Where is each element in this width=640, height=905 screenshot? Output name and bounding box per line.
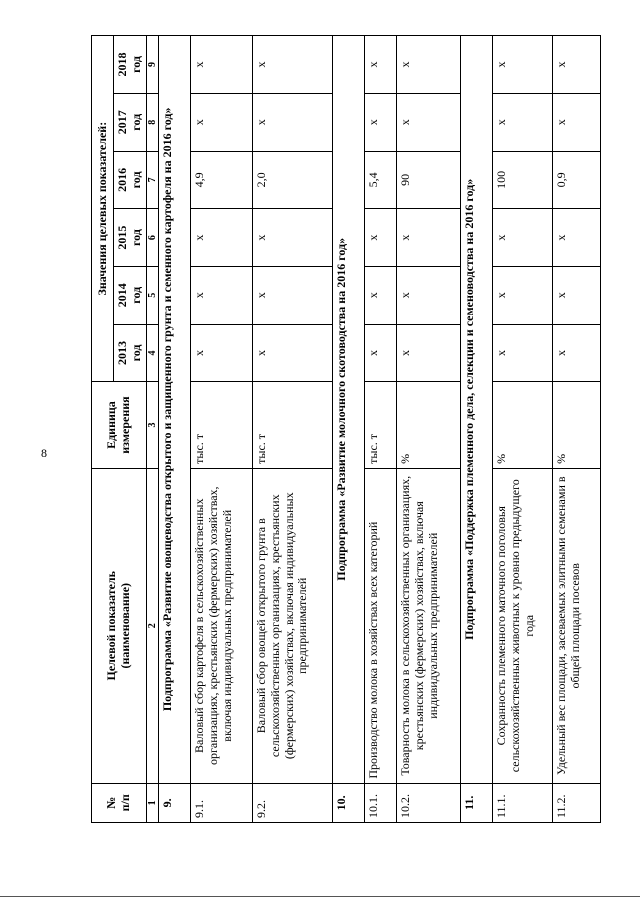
value-cell: x: [365, 324, 397, 382]
value-cell: 2,0: [253, 151, 333, 209]
value-cell: x: [553, 324, 601, 382]
value-cell: x: [397, 209, 461, 267]
value-cell: 100: [493, 151, 553, 209]
indicator-name: Производство молока в хозяйствах всех категорий: [365, 468, 397, 783]
page-bottom-rule: [0, 896, 640, 897]
value-cell: x: [397, 93, 461, 151]
header-year: 2017 год: [114, 93, 147, 151]
table-row: [253, 36, 333, 823]
column-number: 9: [146, 36, 159, 94]
value-cell: x: [191, 36, 253, 94]
value-cell: x: [365, 209, 397, 267]
row-number: 10.1.: [365, 783, 397, 822]
value-cell: x: [191, 93, 253, 151]
value-cell: x: [493, 266, 553, 324]
unit-cell: тыс. т: [365, 382, 397, 469]
value-cell: 90: [397, 151, 461, 209]
table-row: [493, 36, 553, 823]
indicator-name: Удельный вес площади, засеваемых элитными семенами в общей площади посевов: [553, 468, 601, 783]
section-row: [461, 36, 493, 823]
row-number: 11.2.: [553, 783, 601, 822]
row-number: 9.2.: [253, 783, 333, 822]
page-number: 8: [41, 446, 47, 460]
value-cell: 5,4: [365, 151, 397, 209]
header-values-group: Значения целевых показателей:: [92, 36, 114, 382]
section-title: Подпрограмма «Развитие овощеводства открытого и защищенного грунта и семенного картофеля на 2016 год»: [159, 36, 191, 784]
unit-cell: %: [397, 382, 461, 469]
row-number: 11.: [461, 783, 493, 822]
value-cell: x: [493, 324, 553, 382]
table-body: [159, 36, 601, 823]
row-number: 10.: [333, 783, 365, 822]
row-number: 9.: [159, 783, 191, 822]
header-year: 2013 год: [114, 324, 147, 382]
value-cell: x: [493, 209, 553, 267]
value-cell: x: [365, 36, 397, 94]
column-number-row: [146, 36, 159, 823]
value-cell: x: [397, 36, 461, 94]
value-cell: 4,9: [191, 151, 253, 209]
column-number: 4: [146, 324, 159, 382]
unit-cell: %: [493, 382, 553, 469]
value-cell: x: [493, 36, 553, 94]
row-number: 9.1.: [191, 783, 253, 822]
column-number: 5: [146, 266, 159, 324]
column-number: 3: [146, 382, 159, 469]
value-cell: x: [253, 93, 333, 151]
value-cell: x: [397, 324, 461, 382]
value-cell: x: [553, 36, 601, 94]
section-title: Подпрограмма «Развитие молочного скотоводства на 2016 год»: [333, 36, 365, 784]
value-cell: x: [253, 324, 333, 382]
value-cell: x: [191, 209, 253, 267]
value-cell: x: [493, 93, 553, 151]
indicator-name: Валовый сбор картофеля в сельскохозяйственных организациях, крестьянских (фермерских) хозяйствах, включая индивидуальных предпринимателей: [191, 468, 253, 783]
column-number: 7: [146, 151, 159, 209]
unit-cell: тыс. т: [191, 382, 253, 469]
section-row: [333, 36, 365, 823]
column-number: 1: [146, 783, 159, 822]
table-row: [553, 36, 601, 823]
header-year: 2016 год: [114, 151, 147, 209]
table-row: [191, 36, 253, 823]
unit-cell: тыс. т: [253, 382, 333, 469]
unit-cell: %: [553, 382, 601, 469]
header-year: 2014 год: [114, 266, 147, 324]
header-indicator: Целевой показатель (наименование): [92, 468, 147, 783]
value-cell: x: [253, 209, 333, 267]
indicator-name: Сохранность племенного маточного поголовья сельскохозяйственных животных к уровню предыдущего года: [493, 468, 553, 783]
value-cell: 0,9: [553, 151, 601, 209]
value-cell: x: [191, 324, 253, 382]
value-cell: x: [191, 266, 253, 324]
table-header: [92, 36, 159, 823]
header-year: 2018 год: [114, 36, 147, 94]
value-cell: x: [553, 209, 601, 267]
indicators-table: [91, 35, 601, 823]
column-number: 8: [146, 93, 159, 151]
column-number: 6: [146, 209, 159, 267]
value-cell: x: [397, 266, 461, 324]
rotated-table-wrapper: [91, 35, 582, 823]
header-no: № п/п: [92, 783, 147, 822]
indicator-name: Товарность молока в сельскохозяйственных организациях, крестьянских (фермерских) хозяйствах, включая индивидуальных предпринимателей: [397, 468, 461, 783]
value-cell: x: [553, 266, 601, 324]
table-row: [365, 36, 397, 823]
section-row: [159, 36, 191, 823]
value-cell: x: [253, 36, 333, 94]
value-cell: x: [253, 266, 333, 324]
row-number: 10.2.: [397, 783, 461, 822]
row-number: 11.1.: [493, 783, 553, 822]
value-cell: x: [553, 93, 601, 151]
value-cell: x: [365, 266, 397, 324]
header-unit: Единица измерения: [92, 382, 147, 469]
section-title: Подпрограмма «Поддержка племенного дела, селекции и семеноводства на 2016 год»: [461, 36, 493, 784]
indicator-name: Валовый сбор овощей открытого грунта в сельскохозяйственных организациях, крестьянских (фермерских) хозяйствах, включая индивидуальных предпринимателей: [253, 468, 333, 783]
column-number: 2: [146, 468, 159, 783]
header-year: 2015 год: [114, 209, 147, 267]
table-row: [397, 36, 461, 823]
value-cell: x: [365, 93, 397, 151]
